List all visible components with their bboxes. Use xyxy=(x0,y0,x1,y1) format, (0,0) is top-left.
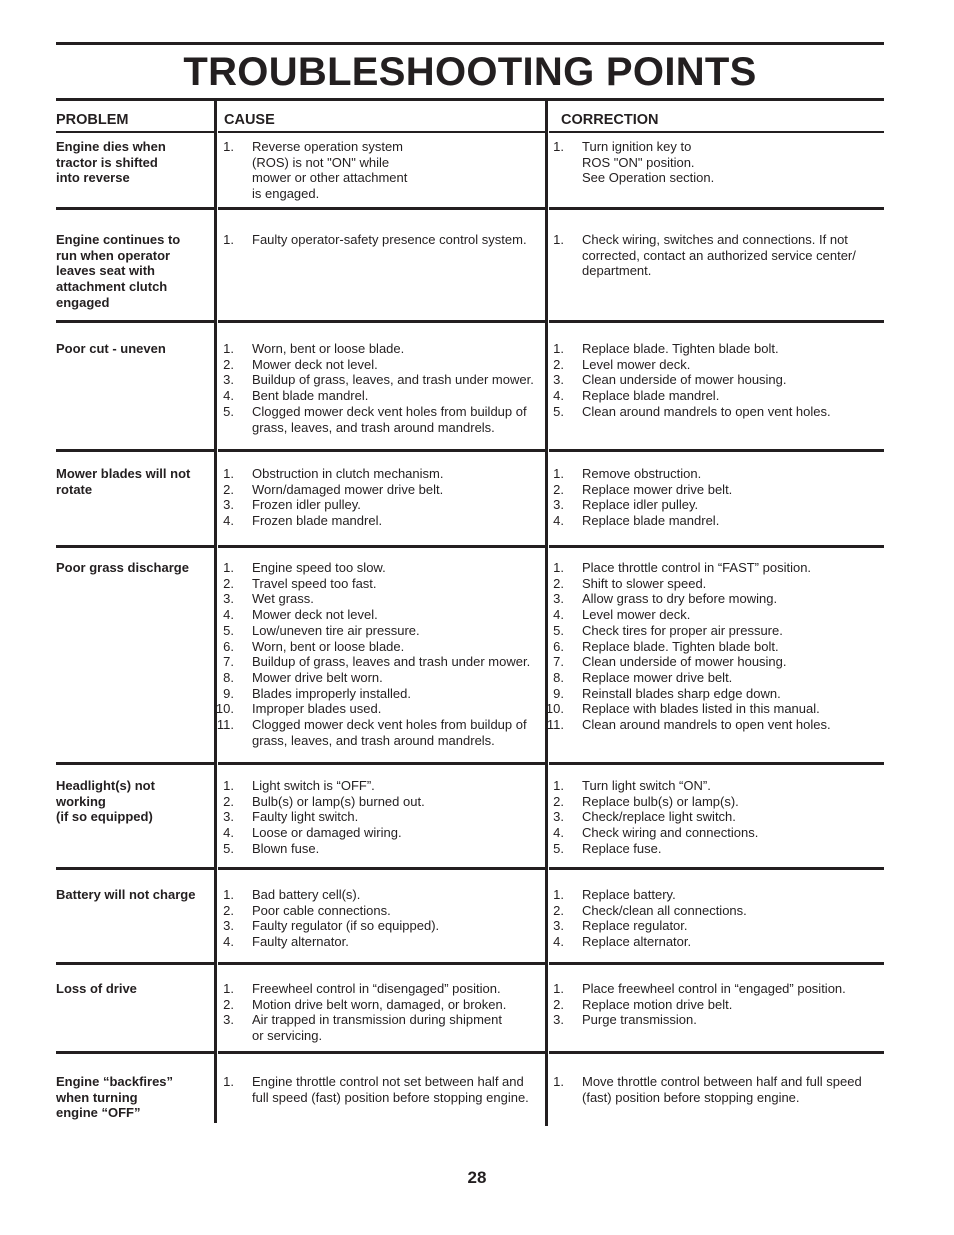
item-text: Check wiring, switches and connections. If not corrected, contact an authorized service center/ department. xyxy=(582,232,856,279)
title-rule xyxy=(56,98,884,101)
header-correction: CORRECTION xyxy=(561,112,659,128)
item-text: Level mower deck. xyxy=(582,356,691,372)
correction-list xyxy=(548,466,884,529)
item-text: Faulty alternator. xyxy=(252,934,349,950)
item-number: 1. xyxy=(553,981,564,996)
correction-item xyxy=(548,404,884,420)
item-number: 1. xyxy=(553,232,564,247)
item-text: Check/clean all connections. xyxy=(582,902,747,918)
item-text: Worn, bent or loose blade. xyxy=(252,638,405,654)
row-separator xyxy=(218,1051,546,1054)
correction-item xyxy=(548,1012,884,1028)
item-number: 2. xyxy=(223,793,234,809)
correction-item xyxy=(548,997,884,1013)
item-number: 1. xyxy=(223,139,234,154)
item-number: 8. xyxy=(223,669,234,685)
item-number: 7. xyxy=(553,654,564,670)
row-separator xyxy=(56,320,215,323)
item-text: Buildup of grass, leaves and trash under mower. xyxy=(252,654,531,670)
item-number: 3. xyxy=(553,591,564,607)
cause-list xyxy=(218,341,548,435)
item-number: 3. xyxy=(553,497,564,513)
item-text: Engine speed too slow. xyxy=(252,560,386,575)
item-text: Frozen blade mandrel. xyxy=(252,513,383,529)
page-number: 28 xyxy=(467,1168,487,1187)
correction-item xyxy=(548,825,884,841)
item-number: 1. xyxy=(223,1074,234,1089)
item-number: 3. xyxy=(553,372,564,388)
row-separator xyxy=(549,545,884,548)
item-number: 1. xyxy=(223,341,234,356)
item-text: Turn ignition key to ROS "ON" position. See Operation section. xyxy=(582,139,715,186)
item-text: Bad battery cell(s). xyxy=(252,887,361,902)
item-text: Air trapped in transmission during shipment or servicing. xyxy=(252,1012,503,1044)
row-separator xyxy=(56,1051,215,1054)
cause-item xyxy=(218,607,548,623)
correction-item xyxy=(548,794,884,810)
item-text: Replace mower drive belt. xyxy=(582,669,733,685)
cause-item xyxy=(218,1012,548,1043)
header-problem: PROBLEM xyxy=(56,112,129,128)
item-text: Allow grass to dry before mowing. xyxy=(582,591,778,607)
correction-item xyxy=(548,809,884,825)
problem-text: Poor grass discharge xyxy=(56,560,189,575)
item-text: Replace fuse. xyxy=(582,840,662,856)
cause-list xyxy=(218,232,548,248)
item-number: 5. xyxy=(553,622,564,638)
item-number: 4. xyxy=(223,607,234,623)
row-separator xyxy=(56,762,215,765)
item-number: 2. xyxy=(553,793,564,809)
row-separator xyxy=(218,762,546,765)
correction-item xyxy=(548,1074,884,1105)
cause-item xyxy=(218,934,548,950)
item-text: Poor cable connections. xyxy=(252,902,391,918)
cause-item xyxy=(218,357,548,373)
item-text: Freewheel control in “disengaged” position. xyxy=(252,981,501,996)
item-text: Buildup of grass, leaves, and trash under mower. xyxy=(252,372,534,388)
item-text: Purge transmission. xyxy=(582,1012,697,1028)
row-separator xyxy=(549,1051,884,1054)
correction-item xyxy=(548,918,884,934)
correction-item xyxy=(548,623,884,639)
item-text: Obstruction in clutch mechanism. xyxy=(252,466,444,481)
cause-item xyxy=(218,466,548,482)
item-number: 3. xyxy=(553,1012,564,1028)
row-separator xyxy=(218,867,546,870)
item-text: Light switch is “OFF”. xyxy=(252,778,375,793)
item-text: Remove obstruction. xyxy=(582,466,702,481)
item-text: Engine throttle control not set between half and full speed (fast) position before stopping engine. xyxy=(252,1074,529,1105)
correction-item xyxy=(548,887,884,903)
item-number: 1. xyxy=(223,887,234,902)
cause-item xyxy=(218,576,548,592)
item-text: Replace motion drive belt. xyxy=(582,996,733,1012)
correction-item xyxy=(548,717,884,733)
item-number: 1. xyxy=(223,232,234,247)
item-text: Replace idler pulley. xyxy=(582,497,699,513)
header-rule-cause xyxy=(218,131,546,133)
item-number: 2. xyxy=(223,481,234,497)
correction-item xyxy=(548,139,884,186)
item-number: 1. xyxy=(223,778,234,793)
cause-list xyxy=(218,981,548,1044)
item-number: 1. xyxy=(553,466,564,481)
item-text: Blades improperly installed. xyxy=(252,685,411,701)
item-text: Replace blade. Tighten blade bolt. xyxy=(582,638,779,654)
cause-item xyxy=(218,794,548,810)
row-separator xyxy=(218,962,546,965)
item-number: 2. xyxy=(553,356,564,372)
correction-item xyxy=(548,341,884,357)
item-text: Wet grass. xyxy=(252,591,314,607)
correction-item xyxy=(548,576,884,592)
item-number: 1. xyxy=(223,981,234,996)
item-text: Motion drive belt worn, damaged, or broken. xyxy=(252,996,507,1012)
item-text: Reverse operation system (ROS) is not "ON" while mower or other attachment is engaged. xyxy=(252,139,408,202)
item-number: 3. xyxy=(223,918,234,934)
item-text: Worn/damaged mower drive belt. xyxy=(252,481,444,497)
cause-item xyxy=(218,388,548,404)
row-separator xyxy=(549,320,884,323)
item-number: 2. xyxy=(553,575,564,591)
item-number: 2. xyxy=(223,996,234,1012)
item-text: Bulb(s) or lamp(s) burned out. xyxy=(252,793,425,809)
item-text: Faulty regulator (if so equipped). xyxy=(252,918,440,934)
item-number: 1. xyxy=(553,1074,564,1089)
cause-item xyxy=(218,482,548,498)
cause-list xyxy=(218,466,548,529)
item-text: Replace with blades listed in this manual. xyxy=(582,701,820,717)
cause-item xyxy=(218,341,548,357)
row-separator xyxy=(549,867,884,870)
item-number: 11. xyxy=(546,717,564,733)
correction-item xyxy=(548,232,884,279)
problem-text: Loss of drive xyxy=(56,981,137,996)
item-number: 3. xyxy=(223,1012,234,1028)
item-text: Mower deck not level. xyxy=(252,607,378,623)
item-number: 1. xyxy=(553,778,564,793)
correction-list xyxy=(545,560,884,733)
row-separator xyxy=(56,867,215,870)
item-number: 1. xyxy=(553,560,564,575)
cause-list xyxy=(218,139,548,202)
correction-item xyxy=(548,591,884,607)
cause-item xyxy=(218,841,548,857)
cause-item xyxy=(218,809,548,825)
cause-list xyxy=(218,778,548,857)
cause-item xyxy=(218,981,548,997)
cause-item xyxy=(218,497,548,513)
header-rule-correction xyxy=(549,131,884,133)
row-separator xyxy=(549,762,884,765)
item-number: 5. xyxy=(553,403,564,419)
row-separator xyxy=(56,545,215,548)
correction-item xyxy=(548,778,884,794)
correction-item xyxy=(548,388,884,404)
item-number: 4. xyxy=(223,825,234,841)
problem-text: Engine continues to run when operator leaves seat with attachment clutch engaged xyxy=(56,232,181,310)
item-text: Faulty light switch. xyxy=(252,809,359,825)
cause-item xyxy=(218,591,548,607)
correction-list xyxy=(548,981,884,1028)
problem-text: Engine “backfires” when turning engine “OFF” xyxy=(56,1074,174,1121)
cause-item xyxy=(218,887,548,903)
item-text: Faulty operator-safety presence control system. xyxy=(252,232,527,247)
row-separator xyxy=(549,207,884,210)
cause-item xyxy=(218,654,548,670)
cause-item xyxy=(218,778,548,794)
cause-item xyxy=(218,997,548,1013)
item-text: Check wiring and connections. xyxy=(582,825,759,841)
item-text: Mower drive belt worn. xyxy=(252,669,383,685)
item-number: 9. xyxy=(553,685,564,701)
correction-item xyxy=(548,686,884,702)
item-text: Travel speed too fast. xyxy=(252,575,377,591)
item-text: Mower deck not level. xyxy=(252,356,378,372)
top-rule xyxy=(56,42,884,45)
item-text: Blown fuse. xyxy=(252,840,320,856)
correction-list xyxy=(548,1074,884,1105)
item-number: 3. xyxy=(223,591,234,607)
page-title: TROUBLESHOOTING POINTS xyxy=(183,50,757,94)
row-separator xyxy=(56,962,215,965)
correction-item xyxy=(548,934,884,950)
cause-list xyxy=(218,887,548,950)
correction-item xyxy=(548,670,884,686)
correction-item xyxy=(548,639,884,655)
item-text: Replace alternator. xyxy=(582,934,692,950)
item-text: Low/uneven tire air pressure. xyxy=(252,622,420,638)
item-number: 4. xyxy=(223,513,234,529)
item-number: 5. xyxy=(223,403,234,419)
cause-item xyxy=(218,717,548,748)
correction-item xyxy=(548,654,884,670)
item-number: 3. xyxy=(223,372,234,388)
problem-text: Mower blades will not rotate xyxy=(56,466,191,497)
cause-item xyxy=(218,639,548,655)
item-number: 4. xyxy=(553,934,564,950)
item-number: 1. xyxy=(223,560,234,575)
item-text: Check/replace light switch. xyxy=(582,809,736,825)
cause-item xyxy=(218,1074,548,1105)
item-number: 1. xyxy=(553,341,564,356)
correction-item xyxy=(548,981,884,997)
row-separator xyxy=(218,545,546,548)
row-separator xyxy=(218,207,546,210)
cause-item xyxy=(218,623,548,639)
correction-list xyxy=(548,139,884,186)
item-number: 4. xyxy=(223,388,234,404)
correction-item xyxy=(548,513,884,529)
header-cause: CAUSE xyxy=(224,112,275,128)
item-number: 8. xyxy=(553,669,564,685)
correction-item xyxy=(548,466,884,482)
cause-item xyxy=(218,686,548,702)
item-text: Replace battery. xyxy=(582,887,676,902)
item-text: Frozen idler pulley. xyxy=(252,497,361,513)
cause-item xyxy=(218,404,548,435)
row-separator xyxy=(549,962,884,965)
item-text: Replace blade mandrel. xyxy=(582,513,720,529)
cause-list xyxy=(215,560,548,748)
correction-item xyxy=(548,372,884,388)
item-number: 3. xyxy=(223,809,234,825)
item-number: 1. xyxy=(553,887,564,902)
correction-item xyxy=(548,607,884,623)
item-number: 6. xyxy=(553,638,564,654)
item-text: Replace regulator. xyxy=(582,918,688,934)
item-text: Loose or damaged wiring. xyxy=(252,825,402,841)
item-text: Check tires for proper air pressure. xyxy=(582,622,783,638)
row-separator xyxy=(549,449,884,452)
item-text: Reinstall blades sharp edge down. xyxy=(582,685,781,701)
item-number: 2. xyxy=(223,902,234,918)
item-number: 10. xyxy=(545,701,564,717)
item-text: Replace mower drive belt. xyxy=(582,481,733,497)
cause-item xyxy=(218,513,548,529)
problem-text: Battery will not charge xyxy=(56,887,196,902)
item-number: 7. xyxy=(223,654,234,670)
item-text: Clean underside of mower housing. xyxy=(582,654,787,670)
item-text: Place freewheel control in “engaged” position. xyxy=(582,981,846,996)
item-number: 2. xyxy=(553,481,564,497)
cause-item xyxy=(218,139,548,202)
item-number: 1. xyxy=(553,139,564,154)
item-text: Bent blade mandrel. xyxy=(252,388,369,404)
item-number: 3. xyxy=(553,918,564,934)
correction-item xyxy=(548,482,884,498)
item-text: Worn, bent or loose blade. xyxy=(252,341,405,356)
correction-item xyxy=(548,560,884,576)
item-text: Place throttle control in “FAST” position. xyxy=(582,560,812,575)
item-number: 4. xyxy=(553,388,564,404)
item-number: 4. xyxy=(553,825,564,841)
correction-item xyxy=(548,841,884,857)
item-number: 5. xyxy=(223,840,234,856)
cause-item xyxy=(218,918,548,934)
item-text: Replace bulb(s) or lamp(s). xyxy=(582,793,739,809)
item-text: Clean around mandrels to open vent holes. xyxy=(582,403,831,419)
cause-item xyxy=(218,825,548,841)
item-number: 2. xyxy=(553,996,564,1012)
item-number: 1. xyxy=(223,466,234,481)
row-separator xyxy=(56,207,215,210)
correction-list xyxy=(548,232,884,279)
correction-list xyxy=(548,887,884,950)
item-number: 4. xyxy=(553,607,564,623)
item-text: Clean around mandrels to open vent holes. xyxy=(582,717,831,733)
cause-list xyxy=(218,1074,548,1105)
correction-list xyxy=(548,778,884,857)
row-separator xyxy=(56,449,215,452)
item-number: 3. xyxy=(223,497,234,513)
cause-item xyxy=(215,701,548,717)
problem-text: Engine dies when tractor is shifted into reverse xyxy=(56,139,166,186)
row-separator xyxy=(218,320,546,323)
item-text: Move throttle control between half and full speed (fast) position before stopping engine. xyxy=(582,1074,862,1105)
problem-text: Poor cut - uneven xyxy=(56,341,166,356)
item-text: Clogged mower deck vent holes from buildup of grass, leaves, and trash around mandrels. xyxy=(252,403,527,435)
problem-text: Headlight(s) not working (if so equipped) xyxy=(56,778,155,825)
item-number: 2. xyxy=(223,575,234,591)
item-number: 2. xyxy=(223,356,234,372)
cause-item xyxy=(218,903,548,919)
cause-item xyxy=(218,232,548,248)
item-text: Level mower deck. xyxy=(582,607,691,623)
item-number: 2. xyxy=(553,902,564,918)
item-number: 3. xyxy=(553,809,564,825)
item-text: Replace blade. Tighten blade bolt. xyxy=(582,341,779,356)
item-text: Turn light switch “ON”. xyxy=(582,778,711,793)
cause-item xyxy=(218,372,548,388)
item-text: Shift to slower speed. xyxy=(582,575,707,591)
correction-list xyxy=(548,341,884,420)
item-text: Replace blade mandrel. xyxy=(582,388,720,404)
correction-item xyxy=(548,497,884,513)
correction-item xyxy=(545,701,884,717)
cause-item xyxy=(218,670,548,686)
item-number: 5. xyxy=(553,840,564,856)
item-number: 4. xyxy=(223,934,234,950)
item-number: 4. xyxy=(553,513,564,529)
correction-item xyxy=(548,903,884,919)
cause-item xyxy=(218,560,548,576)
item-number: 6. xyxy=(223,638,234,654)
item-number: 9. xyxy=(223,685,234,701)
item-text: Clogged mower deck vent holes from buildup of grass, leaves, and trash around mandrels. xyxy=(252,717,527,748)
correction-item xyxy=(548,357,884,373)
item-text: Improper blades used. xyxy=(252,701,382,717)
item-text: Clean underside of mower housing. xyxy=(582,372,787,388)
item-number: 11. xyxy=(216,717,234,733)
item-number: 5. xyxy=(223,622,234,638)
row-separator xyxy=(218,449,546,452)
item-number: 10. xyxy=(215,701,234,717)
header-rule-problem xyxy=(56,131,215,133)
